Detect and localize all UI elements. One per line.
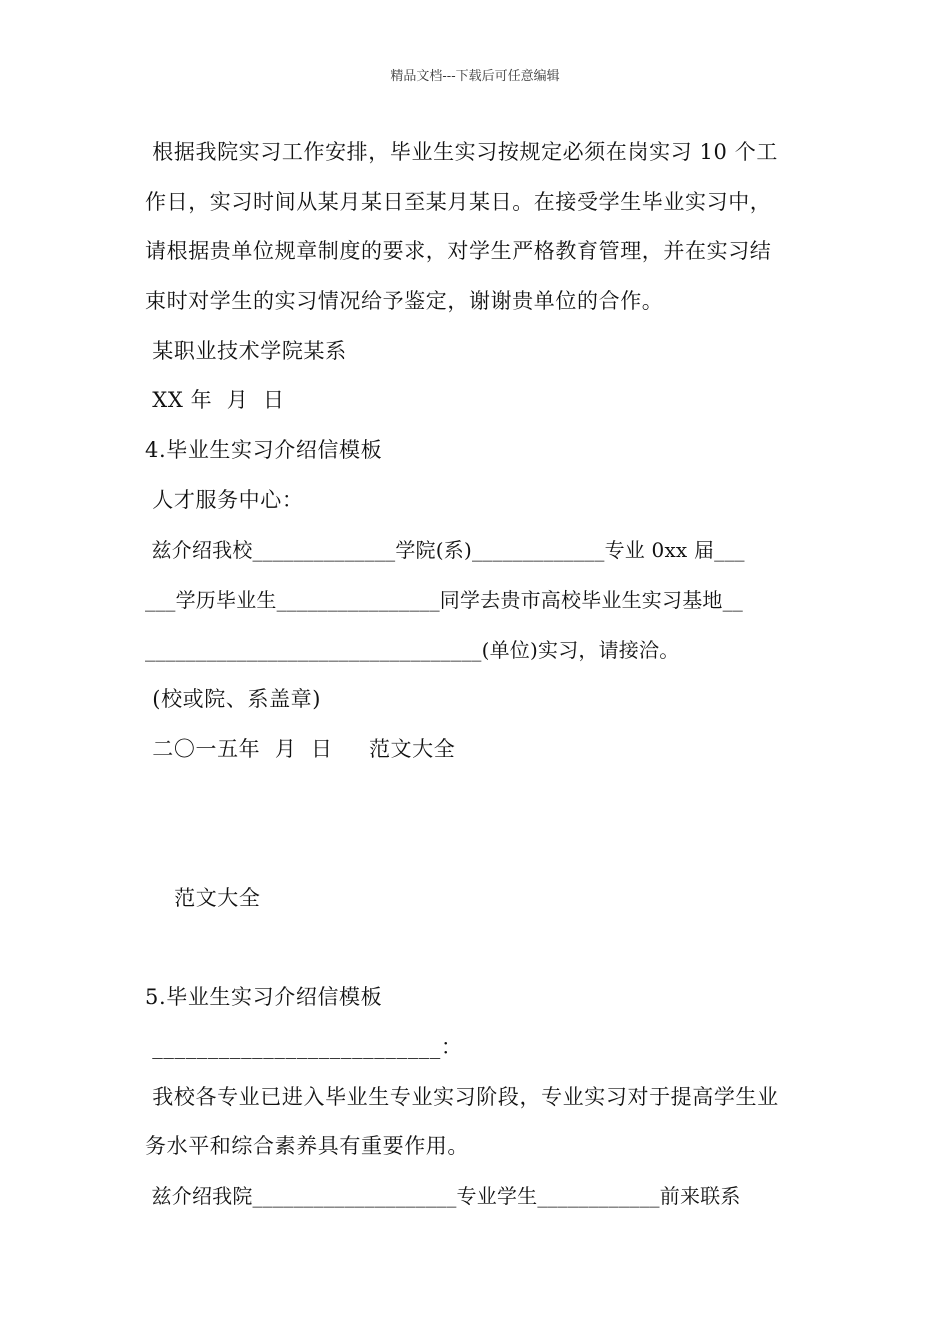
- date-line: 二〇一五年 月 日 范文大全: [145, 737, 456, 761]
- stamp-line: (校或院、系盖章): [145, 687, 322, 711]
- date-line: XX 年 月 日: [145, 388, 285, 412]
- body-line: 请根据贵单位规章制度的要求，对学生严格教育管理，并在实习结: [145, 239, 772, 263]
- signature-line: 某职业技术学院某系: [145, 339, 347, 363]
- salutation-line: __________________________：: [145, 1035, 463, 1059]
- body-line: 根据我院实习工作安排，毕业生实习按规定必须在岗实习 10 个工: [145, 140, 778, 164]
- section-heading: 5.毕业生实习介绍信模板: [145, 985, 383, 1009]
- body-line: 务水平和综合素养具有重要作用。: [145, 1134, 469, 1158]
- body-line: 作日，实习时间从某月某日至某月某日。在接受学生毕业实习中，: [145, 190, 772, 214]
- salutation-line: 人才服务中心：: [145, 488, 304, 512]
- footer-text: 范文大全: [145, 886, 261, 910]
- body-line: 束时对学生的实习情况给予鉴定，谢谢贵单位的合作。: [145, 289, 664, 313]
- body-line: 兹介绍我校______________学院(系)_____________专业 0xx 届___: [145, 538, 745, 562]
- page-header: 精品文档---下载后可任意编辑: [390, 69, 560, 84]
- body-line: ___学历毕业生________________同学去贵市高校毕业生实习基地__: [145, 588, 743, 612]
- body-line: 我校各专业已进入毕业生专业实习阶段，专业实习对于提高学生业: [145, 1085, 779, 1109]
- body-line: _________________________________(单位)实习，请接洽。: [145, 638, 680, 662]
- section-heading: 4.毕业生实习介绍信模板: [145, 438, 383, 462]
- body-line: 兹介绍我院____________________专业学生____________前来联系: [145, 1184, 741, 1208]
